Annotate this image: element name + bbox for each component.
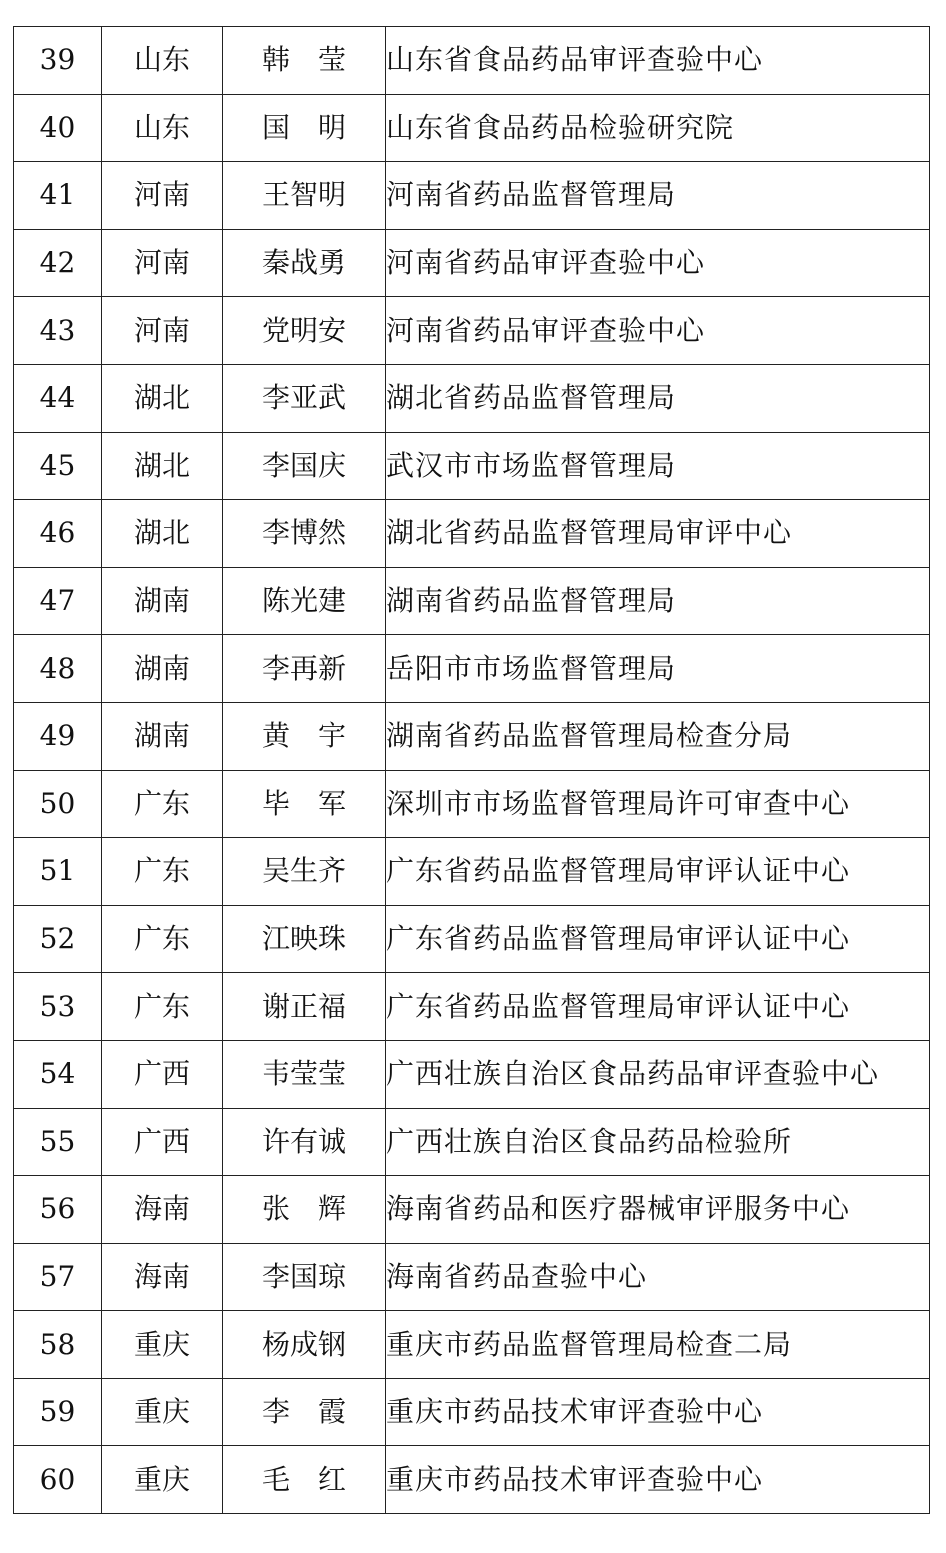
province-cell: 湖南 bbox=[102, 567, 223, 635]
province-cell: 广西 bbox=[102, 1040, 223, 1108]
organization-cell: 广东省药品监督管理局审评认证中心 bbox=[386, 973, 930, 1041]
row-number-cell: 55 bbox=[14, 1108, 102, 1176]
name-cell: 李亚武 bbox=[223, 364, 386, 432]
province-cell: 海南 bbox=[102, 1176, 223, 1244]
organization-cell: 河南省药品审评查验中心 bbox=[386, 229, 930, 297]
name-cell: 王智明 bbox=[223, 162, 386, 230]
row-number-cell: 41 bbox=[14, 162, 102, 230]
province-cell: 广东 bbox=[102, 905, 223, 973]
table-row bbox=[14, 1176, 930, 1244]
name-cell: 李博然 bbox=[223, 500, 386, 568]
province-cell: 重庆 bbox=[102, 1378, 223, 1446]
province-cell: 湖北 bbox=[102, 364, 223, 432]
table-row bbox=[14, 1108, 930, 1176]
table-row bbox=[14, 973, 930, 1041]
province-cell: 山东 bbox=[102, 94, 223, 162]
organization-cell: 广东省药品监督管理局审评认证中心 bbox=[386, 905, 930, 973]
name-cell: 党明安 bbox=[223, 297, 386, 365]
organization-cell: 山东省食品药品检验研究院 bbox=[386, 94, 930, 162]
name-cell: 韩 莹 bbox=[223, 27, 386, 95]
name-cell: 黄 宇 bbox=[223, 702, 386, 770]
name-cell: 张 辉 bbox=[223, 1176, 386, 1244]
row-number-cell: 53 bbox=[14, 973, 102, 1041]
table-row bbox=[14, 432, 930, 500]
organization-cell: 河南省药品审评查验中心 bbox=[386, 297, 930, 365]
personnel-table bbox=[13, 26, 930, 1514]
organization-cell: 山东省食品药品审评查验中心 bbox=[386, 27, 930, 95]
table-row bbox=[14, 162, 930, 230]
province-cell: 重庆 bbox=[102, 1311, 223, 1379]
table-row bbox=[14, 500, 930, 568]
province-cell: 广东 bbox=[102, 838, 223, 906]
province-cell: 广东 bbox=[102, 973, 223, 1041]
row-number-cell: 42 bbox=[14, 229, 102, 297]
table-row bbox=[14, 567, 930, 635]
row-number-cell: 39 bbox=[14, 27, 102, 95]
name-cell: 毕 军 bbox=[223, 770, 386, 838]
table-row bbox=[14, 1446, 930, 1514]
province-cell: 河南 bbox=[102, 297, 223, 365]
table-row bbox=[14, 1243, 930, 1311]
name-cell: 韦莹莹 bbox=[223, 1040, 386, 1108]
name-cell: 国 明 bbox=[223, 94, 386, 162]
row-number-cell: 48 bbox=[14, 635, 102, 703]
province-cell: 湖南 bbox=[102, 635, 223, 703]
table-row bbox=[14, 770, 930, 838]
row-number-cell: 51 bbox=[14, 838, 102, 906]
organization-cell: 河南省药品监督管理局 bbox=[386, 162, 930, 230]
row-number-cell: 57 bbox=[14, 1243, 102, 1311]
table-row bbox=[14, 1311, 930, 1379]
organization-cell: 武汉市市场监督管理局 bbox=[386, 432, 930, 500]
table-row bbox=[14, 297, 930, 365]
province-cell: 河南 bbox=[102, 162, 223, 230]
province-cell: 广西 bbox=[102, 1108, 223, 1176]
name-cell: 许有诚 bbox=[223, 1108, 386, 1176]
organization-cell: 湖南省药品监督管理局检查分局 bbox=[386, 702, 930, 770]
row-number-cell: 45 bbox=[14, 432, 102, 500]
name-cell: 毛 红 bbox=[223, 1446, 386, 1514]
organization-cell: 广西壮族自治区食品药品检验所 bbox=[386, 1108, 930, 1176]
organization-cell: 重庆市药品技术审评查验中心 bbox=[386, 1446, 930, 1514]
organization-cell: 湖北省药品监督管理局 bbox=[386, 364, 930, 432]
organization-cell: 岳阳市市场监督管理局 bbox=[386, 635, 930, 703]
row-number-cell: 52 bbox=[14, 905, 102, 973]
organization-cell: 海南省药品查验中心 bbox=[386, 1243, 930, 1311]
name-cell: 李 霞 bbox=[223, 1378, 386, 1446]
name-cell: 李国琼 bbox=[223, 1243, 386, 1311]
table-row bbox=[14, 27, 930, 95]
table-row bbox=[14, 702, 930, 770]
name-cell: 吴生齐 bbox=[223, 838, 386, 906]
province-cell: 河南 bbox=[102, 229, 223, 297]
province-cell: 重庆 bbox=[102, 1446, 223, 1514]
row-number-cell: 60 bbox=[14, 1446, 102, 1514]
organization-cell: 重庆市药品监督管理局检查二局 bbox=[386, 1311, 930, 1379]
table-row bbox=[14, 635, 930, 703]
table-row bbox=[14, 94, 930, 162]
name-cell: 陈光建 bbox=[223, 567, 386, 635]
organization-cell: 湖南省药品监督管理局 bbox=[386, 567, 930, 635]
organization-cell: 广东省药品监督管理局审评认证中心 bbox=[386, 838, 930, 906]
table-row bbox=[14, 838, 930, 906]
name-cell: 李国庆 bbox=[223, 432, 386, 500]
row-number-cell: 58 bbox=[14, 1311, 102, 1379]
row-number-cell: 54 bbox=[14, 1040, 102, 1108]
row-number-cell: 44 bbox=[14, 364, 102, 432]
table-row bbox=[14, 1378, 930, 1446]
province-cell: 湖北 bbox=[102, 500, 223, 568]
name-cell: 李再新 bbox=[223, 635, 386, 703]
province-cell: 广东 bbox=[102, 770, 223, 838]
row-number-cell: 46 bbox=[14, 500, 102, 568]
table-row bbox=[14, 229, 930, 297]
province-cell: 海南 bbox=[102, 1243, 223, 1311]
row-number-cell: 40 bbox=[14, 94, 102, 162]
table-row bbox=[14, 905, 930, 973]
name-cell: 谢正福 bbox=[223, 973, 386, 1041]
row-number-cell: 47 bbox=[14, 567, 102, 635]
row-number-cell: 59 bbox=[14, 1378, 102, 1446]
name-cell: 江映珠 bbox=[223, 905, 386, 973]
row-number-cell: 43 bbox=[14, 297, 102, 365]
organization-cell: 海南省药品和医疗器械审评服务中心 bbox=[386, 1176, 930, 1244]
organization-cell: 湖北省药品监督管理局审评中心 bbox=[386, 500, 930, 568]
province-cell: 湖南 bbox=[102, 702, 223, 770]
table-row bbox=[14, 1040, 930, 1108]
row-number-cell: 49 bbox=[14, 702, 102, 770]
table-row bbox=[14, 364, 930, 432]
organization-cell: 重庆市药品技术审评查验中心 bbox=[386, 1378, 930, 1446]
organization-cell: 深圳市市场监督管理局许可审查中心 bbox=[386, 770, 930, 838]
personnel-table-body bbox=[14, 27, 930, 1514]
row-number-cell: 56 bbox=[14, 1176, 102, 1244]
province-cell: 湖北 bbox=[102, 432, 223, 500]
province-cell: 山东 bbox=[102, 27, 223, 95]
row-number-cell: 50 bbox=[14, 770, 102, 838]
organization-cell: 广西壮族自治区食品药品审评查验中心 bbox=[386, 1040, 930, 1108]
name-cell: 秦战勇 bbox=[223, 229, 386, 297]
name-cell: 杨成钢 bbox=[223, 1311, 386, 1379]
